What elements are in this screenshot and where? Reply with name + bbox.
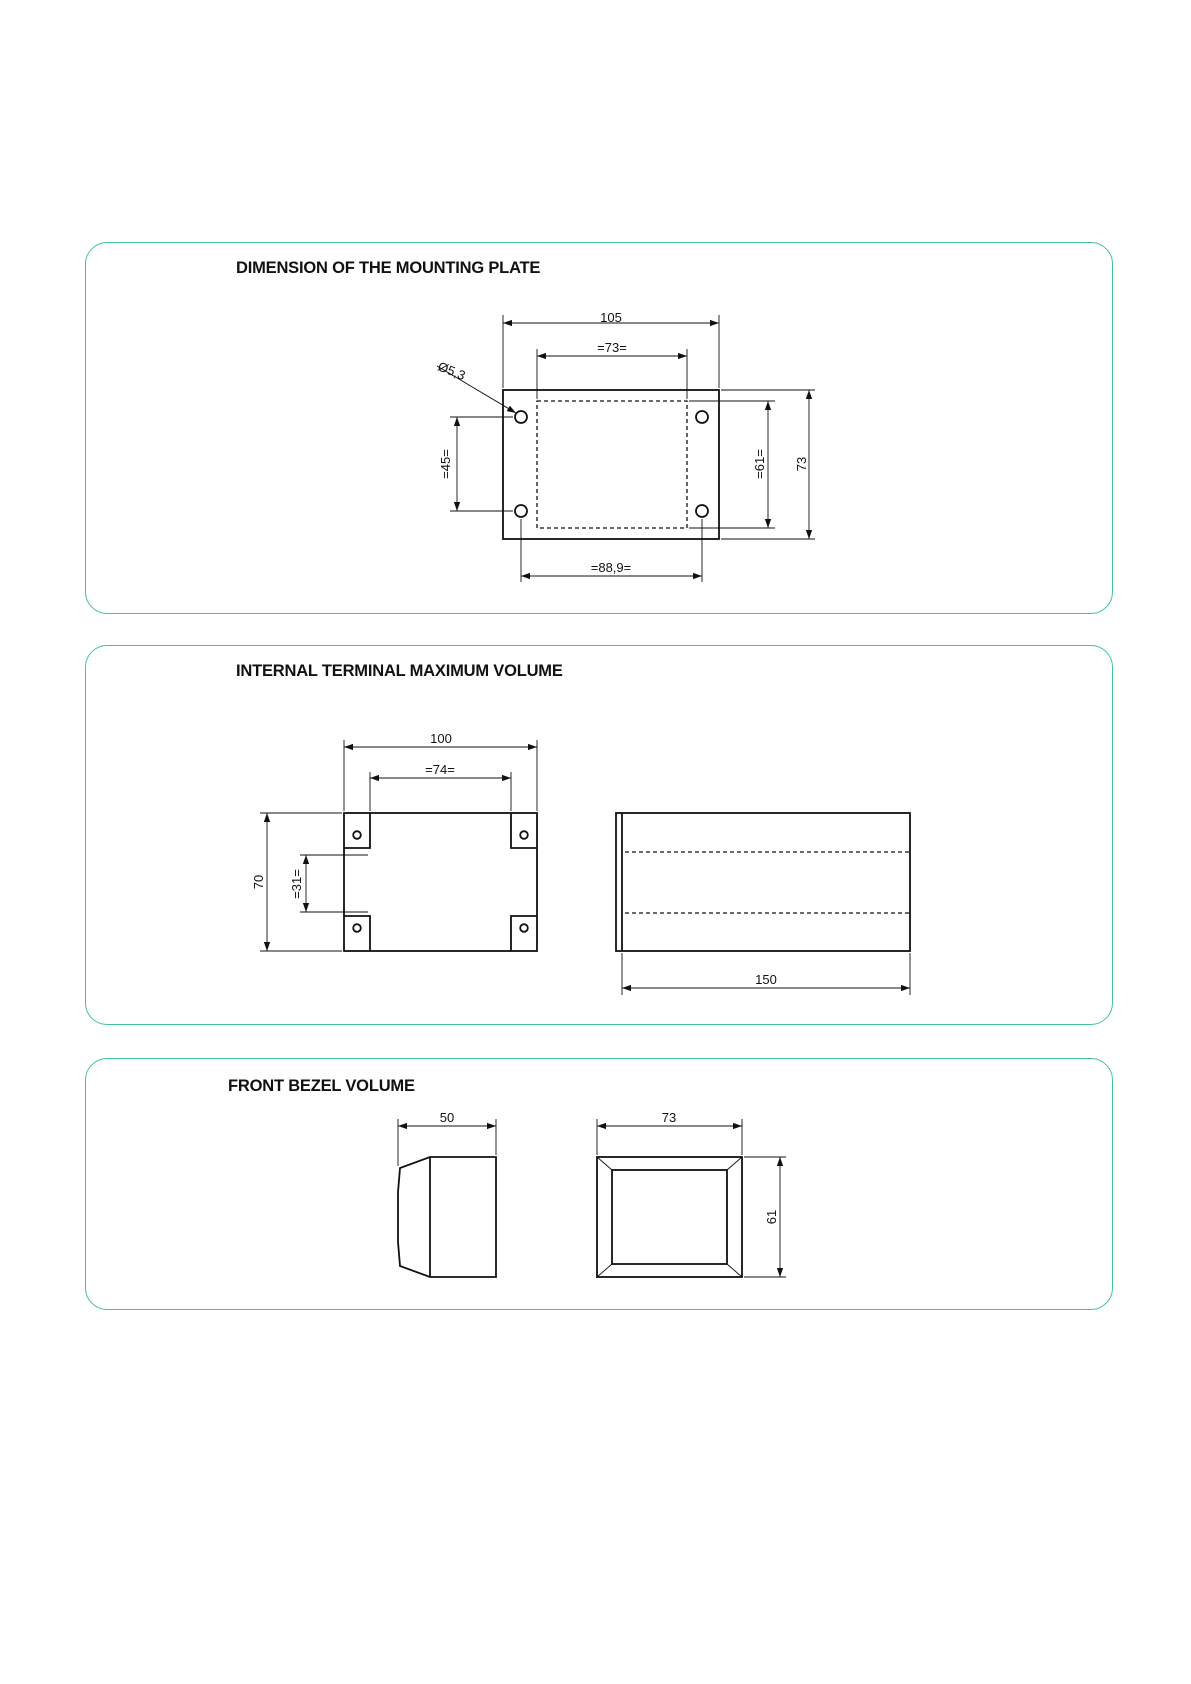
dim-bezel-depth: 50: [439, 1110, 455, 1125]
dim-plate-inner-height: =61=: [752, 449, 767, 479]
mounting-hole: [515, 505, 527, 517]
terminal-hole: [353, 831, 361, 839]
dim-plate-height: 73: [794, 456, 809, 472]
bezel-outline: [597, 1157, 742, 1277]
dim-terminal-inner-height: =31=: [289, 869, 304, 899]
terminal-outline: [344, 813, 537, 951]
dim-hole-horizontal: =88,9=: [590, 560, 632, 575]
dim-terminal-height: 70: [251, 874, 266, 890]
terminal-hole: [520, 924, 528, 932]
internal-terminal-title: INTERNAL TERMINAL MAXIMUM VOLUME: [236, 662, 563, 680]
dim-plate-width: 105: [600, 310, 622, 325]
terminal-front-view: [251, 731, 537, 951]
mounting-hole: [515, 411, 527, 423]
terminal-hole: [520, 831, 528, 839]
dim-bezel-height: 61: [764, 1209, 779, 1225]
terminal-side-view: [616, 813, 910, 995]
mounting-hole: [696, 505, 708, 517]
bezel-side-view: [398, 1110, 496, 1277]
terminal-hole: [353, 924, 361, 932]
bezel-window: [612, 1170, 727, 1264]
dim-hole-vertical: =45=: [438, 449, 453, 479]
front-bezel-title: FRONT BEZEL VOLUME: [228, 1077, 415, 1095]
mounting-hole: [696, 411, 708, 423]
dim-terminal-depth: 150: [755, 972, 777, 987]
plate-cutout: [537, 401, 687, 528]
terminal-side-outline: [616, 813, 910, 951]
mounting-plate-title: DIMENSION OF THE MOUNTING PLATE: [236, 259, 541, 277]
dim-terminal-inner-width: =74=: [425, 762, 455, 777]
dim-bezel-width: 73: [661, 1110, 677, 1125]
dim-hole-diameter: Ø5,3: [435, 358, 468, 384]
bezel-side-outline: [398, 1157, 496, 1277]
bezel-front-view: [597, 1110, 786, 1277]
dim-plate-inner-width: =73=: [597, 340, 627, 355]
mounting-plate-drawing: [436, 310, 815, 582]
dim-terminal-width: 100: [430, 731, 452, 746]
